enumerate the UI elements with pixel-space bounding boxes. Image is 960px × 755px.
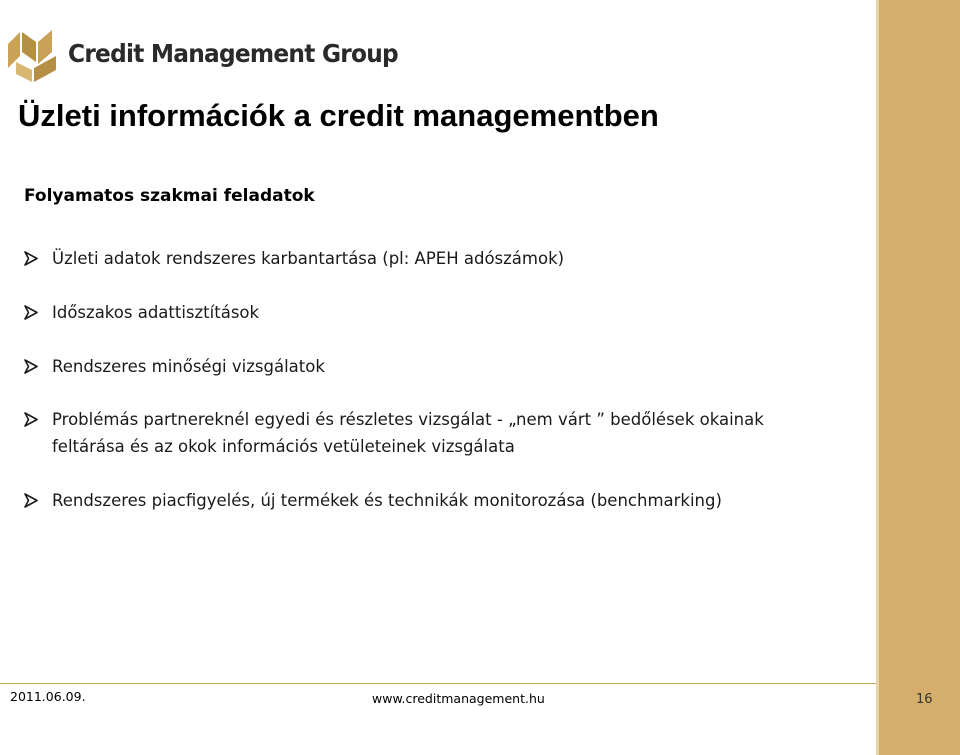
footer-divider: [0, 683, 876, 684]
company-logo: [6, 22, 423, 84]
footer-date: 2011.06.09.: [10, 689, 86, 704]
list-item-text: Rendszeres minőségi vizsgálatok: [52, 357, 325, 376]
list-item-text: Üzleti adatok rendszeres karbantartása (pl: APEH adószámok): [52, 249, 565, 268]
list-item: [24, 245, 812, 272]
company-name: Credit Management Group: [68, 38, 398, 68]
list-item-text: Problémás partnereknél egyedi és részletes vizsgálat - „nem várt ” bedőlések okainak feltárása és az okok információs vetületeinek vizsgálata: [52, 410, 764, 456]
arrowhead-bullet-icon: [24, 299, 38, 326]
arrowhead-bullet-icon: [24, 245, 38, 272]
arrowhead-bullet-icon: [24, 406, 38, 433]
page-title: Üzleti információk a credit managementben: [18, 98, 659, 133]
list-item: [24, 353, 812, 380]
arrowhead-bullet-icon: [24, 353, 38, 380]
section-heading: Folyamatos szakmai feladatok: [24, 186, 315, 206]
list-item-text: Időszakos adattisztítások: [52, 303, 260, 322]
page-number: 16: [916, 692, 933, 707]
list-item-text: Rendszeres piacfigyelés, új termékek és technikák monitorozása (benchmarking): [52, 491, 722, 510]
footer-url: www.creditmanagement.hu: [372, 691, 545, 706]
list-item: [24, 487, 812, 514]
list-item: [24, 406, 812, 460]
cmg-logo-icon: [6, 22, 60, 84]
list-item: [24, 299, 812, 326]
arrowhead-bullet-icon: [24, 487, 38, 514]
right-accent-band: [879, 0, 960, 755]
